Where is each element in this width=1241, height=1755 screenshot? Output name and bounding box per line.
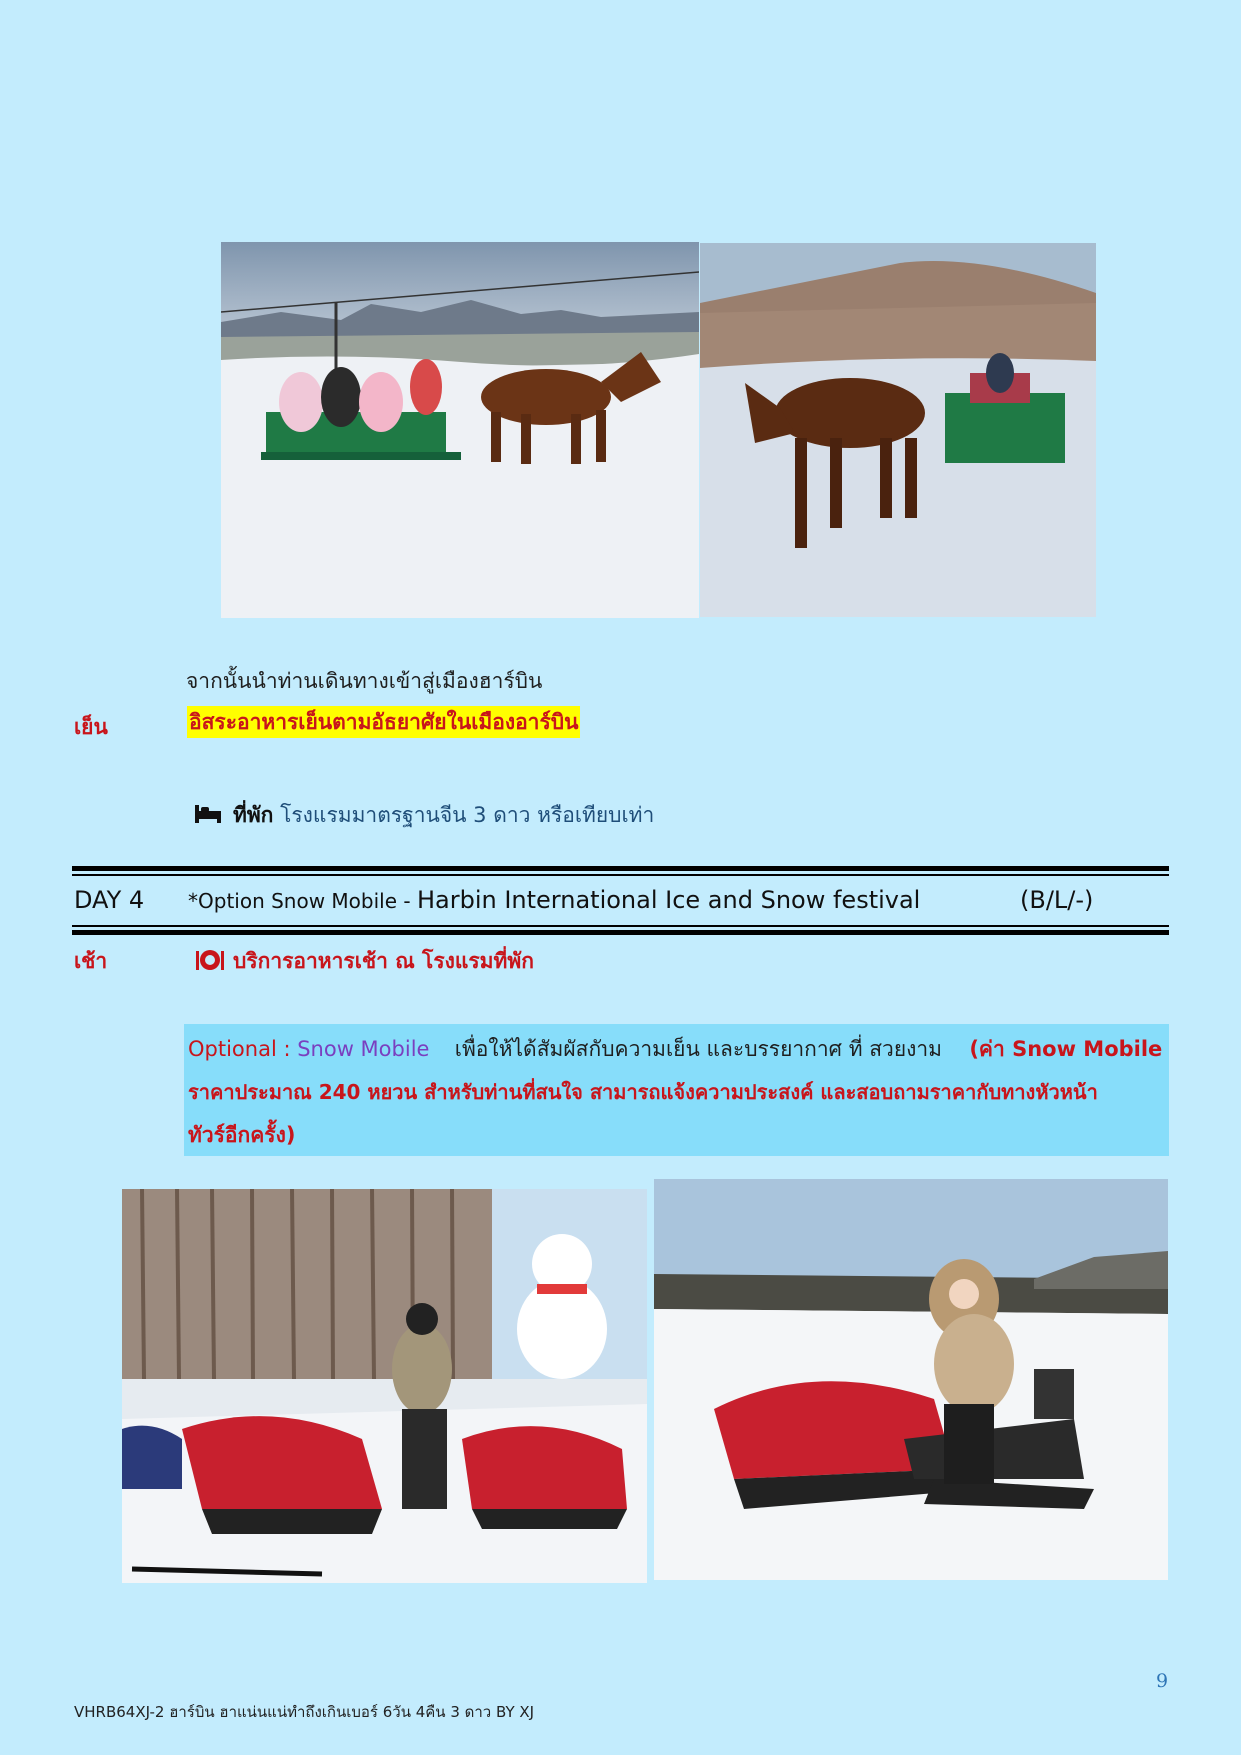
optional-price-line-3: ทัวร์อีกครั้ง) [188,1123,296,1147]
hotel-line [193,799,654,832]
optional-name: Snow Mobile [297,1037,430,1061]
optional-price-line-2: ราคาประมาณ 240 หยวน สำหรับท่านที่สนใจ สามารถแจ้งความประสงค์ และสอบถามราคากับทางหัวหน้า [188,1080,1098,1104]
day-meals: (B/L/-) [1020,886,1094,914]
hotel-text: โรงแรมมาตรฐานจีน 3 ดาว หรือเทียบเท่า [280,803,655,827]
hotel-label: ที่พัก [233,803,274,827]
day-title-main: Harbin International Ice and Snow festival [416,886,921,914]
optional-price-line-1: (ค่า Snow Mobile [969,1037,1163,1061]
snowmobile-photo-1 [122,1189,647,1583]
breakfast-text: บริการอาหารเช้า ณ โรงแรมที่พัก [233,949,534,973]
day-header-top-rule-thin [72,874,1169,876]
horse-sleigh-photo-1 [221,242,699,618]
meal-icon [195,948,225,977]
snowmobile-photo-2 [654,1179,1168,1580]
day-number: DAY 4 [74,886,145,914]
day-header-bottom-rule [72,930,1169,935]
breakfast-label: เช้า [74,949,108,973]
horse-sleigh-photo-2 [700,243,1096,617]
page-number: 9 [1156,1670,1169,1692]
footer-text: VHRB64XJ-2 ฮาร์บิน ฮาแน่นแน่ทำถึงเกินเบอร์ 6วัน 4คืน 3 ดาว BY XJ [74,1703,535,1721]
evening-intro-text: จากนั้นนำท่านเดินทางเข้าสู่เมืองฮาร์บิน [186,669,543,693]
day-title [188,886,920,914]
day-header-bottom-rule-thin [72,925,1169,927]
dinner-label: เย็น [74,715,108,739]
optional-prefix: Optional : [188,1037,298,1061]
dinner-text: อิสระอาหารเย็นตามอัธยาศัยในเมืองอาร์บิน [187,706,580,738]
day-header-top-rule [72,866,1169,871]
bed-icon [193,803,223,830]
day-title-prefix: *Option Snow Mobile - [188,889,417,913]
optional-line-1 [188,1033,1162,1066]
breakfast-line [195,945,534,978]
optional-desc: เพื่อให้ได้สัมผัสกับความเย็น และบรรยากาศ ที่ สวยงาม [454,1037,943,1061]
